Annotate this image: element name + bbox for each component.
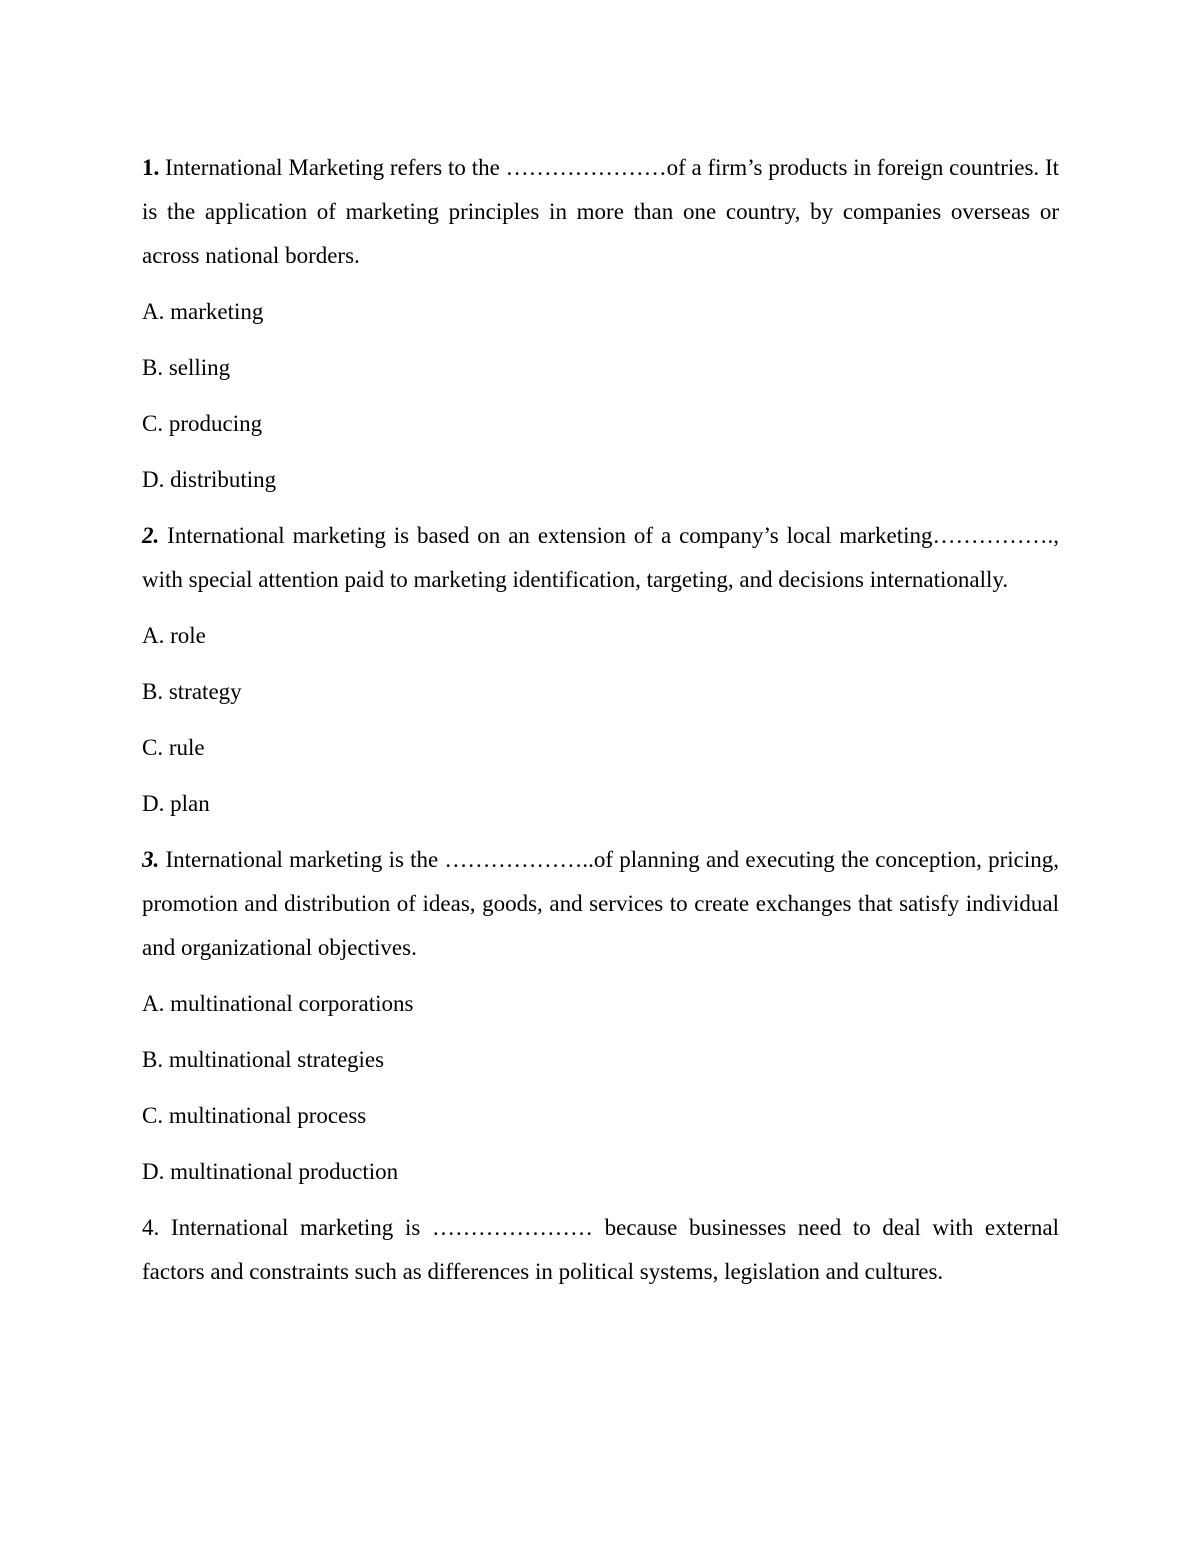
question-2-text: International marketing is based on an extension of a company’s local marketing……………., with special attention paid to marketing identification, targeting, and decisions internationally. [142, 523, 1059, 592]
question-1-text: International Marketing refers to the …………………of a firm’s products in foreign countries. It is the application of marketing principles in more than one country, by companies overseas or across national borders. [142, 155, 1059, 268]
question-3-option-d: D. multinational production [142, 1159, 399, 1184]
question-1-number: 1. [142, 155, 160, 180]
document-page [142, 146, 1059, 1306]
question-3-text: International marketing is the ………………..of planning and executing the conception, pricing, promotion and distribution of ideas, goods, and services to create exchanges that satisfy individual and organizational objectives. [142, 847, 1059, 960]
question-2 [142, 514, 1059, 602]
question-2-option-b: B. strategy [142, 679, 242, 704]
question-4 [142, 1206, 1059, 1294]
question-2-option-a: A. role [142, 623, 206, 648]
question-4-number: 4. [142, 1215, 160, 1240]
question-3-option-c: C. multinational process [142, 1103, 367, 1128]
question-1-option-b: B. selling [142, 355, 231, 380]
question-1-option-c: C. producing [142, 411, 263, 436]
question-3 [142, 838, 1059, 970]
question-1-option-d: D. distributing [142, 467, 277, 492]
question-3-option-a: A. multinational corporations [142, 991, 414, 1016]
question-3-option-b: B. multinational strategies [142, 1047, 385, 1072]
question-2-option-d: D. plan [142, 791, 210, 816]
question-2-number: 2. [142, 523, 160, 548]
question-3-number: 3. [142, 847, 160, 872]
question-1 [142, 146, 1059, 278]
question-1-option-a: A. marketing [142, 299, 264, 324]
question-2-option-c: C. rule [142, 735, 205, 760]
question-4-text: International marketing is ………………… because businesses need to deal with external factors and constraints such as differences in political systems, legislation and cultures. [142, 1215, 1059, 1284]
